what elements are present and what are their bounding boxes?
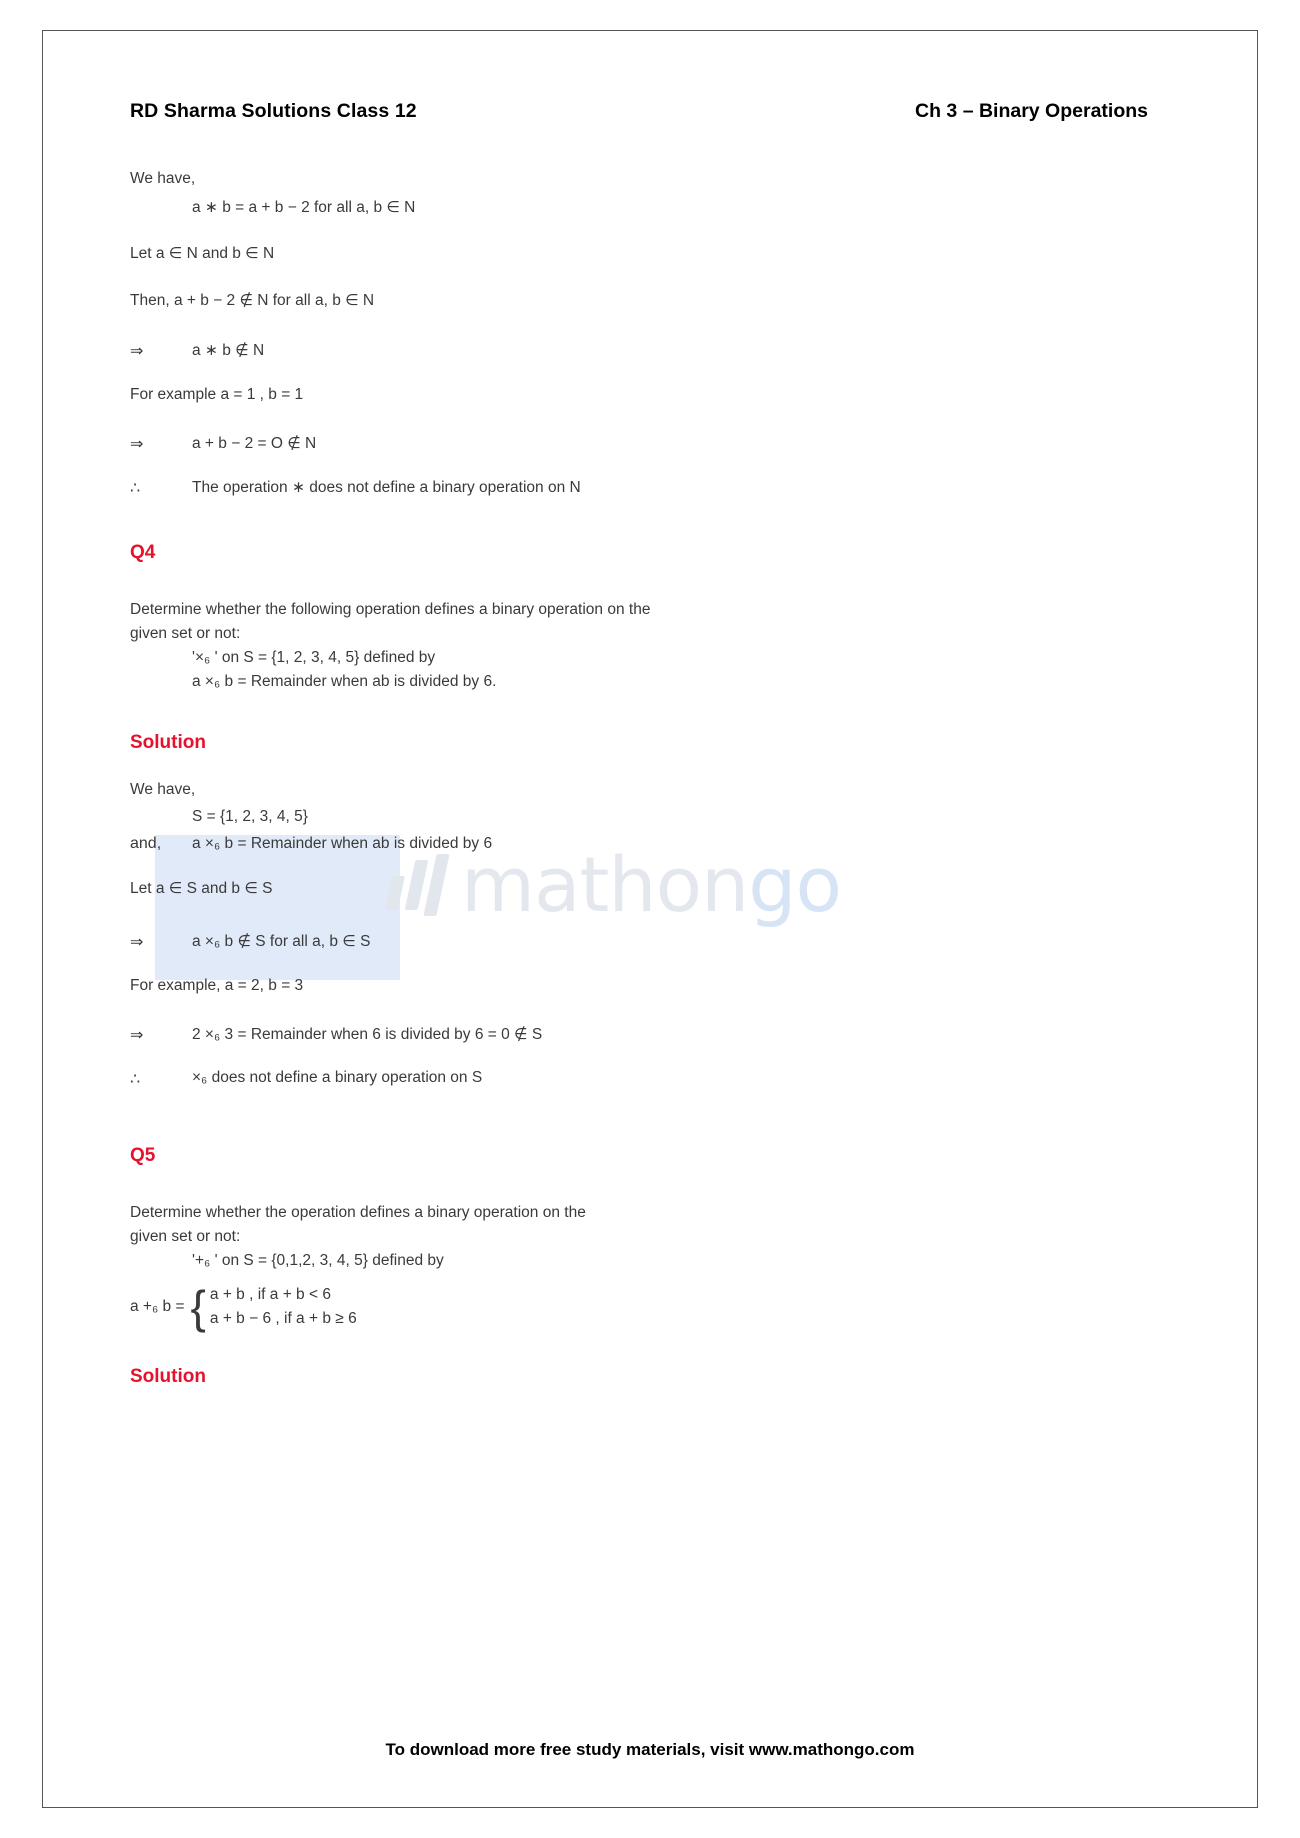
q4-sol-let: Let a ∈ S and b ∈ S bbox=[130, 879, 273, 897]
solution-line-def: a ∗ b = a + b − 2 for all a, b ∈ N bbox=[192, 199, 416, 217]
q5-line-2: given set or not: bbox=[130, 1228, 241, 1246]
q5-line-1: Determine whether the operation defines a binary operation on the bbox=[130, 1204, 586, 1222]
q4-line-1: Determine whether the following operation defines a binary operation on the bbox=[130, 600, 651, 618]
implies-icon: ⇒ bbox=[130, 934, 144, 952]
top-solution-block bbox=[130, 169, 1170, 498]
solution-line-conclusion: The operation ∗ does not define a binary operation on N bbox=[192, 478, 581, 496]
q4-sol-wehave: We have, bbox=[130, 780, 196, 798]
q5-case-1: a + b , if a + b < 6 bbox=[209, 1286, 331, 1304]
page-header bbox=[130, 100, 1170, 123]
solution-line-zero: a + b − 2 = O ∉ N bbox=[192, 434, 317, 452]
q4-line-4: a ×₆ b = Remainder when ab is divided by 6. bbox=[192, 672, 497, 690]
implies-icon: ⇒ bbox=[130, 1027, 144, 1045]
q4-sol-row-implies-2 bbox=[130, 1025, 1170, 1045]
left-brace-icon: { bbox=[190, 1280, 206, 1333]
q5-piecewise-lhs: a +₆ b = bbox=[130, 1297, 185, 1315]
question-label-q5: Q5 bbox=[130, 1145, 156, 1167]
implies-icon: ⇒ bbox=[130, 342, 144, 360]
therefore-icon: ∴ bbox=[130, 479, 141, 497]
q4-line-2: given set or not: bbox=[130, 624, 241, 642]
solution-label-q5: Solution bbox=[130, 1365, 206, 1387]
page-footer: To download more free study materials, visit www.mathongo.com bbox=[385, 1740, 915, 1759]
q4-line-3: '×₆ ' on S = {1, 2, 3, 4, 5} defined by bbox=[192, 648, 436, 666]
header-title-right: Ch 3 – Binary Operations bbox=[915, 100, 1148, 122]
q5-piecewise-cases bbox=[210, 1283, 357, 1330]
q5-line-3: '+₆ ' on S = {0,1,2, 3, 4, 5} defined by bbox=[192, 1252, 444, 1270]
q4-sol-remainder-calc: 2 ×₆ 3 = Remainder when 6 is divided by 6 = 0 ∉ S bbox=[192, 1026, 543, 1044]
solution-row-therefore bbox=[130, 478, 1170, 498]
therefore-icon: ∴ bbox=[130, 1071, 141, 1089]
solution-row-implies-1 bbox=[130, 341, 1170, 361]
solution-row-implies-2 bbox=[130, 434, 1170, 454]
solution-line-wehave: We have, bbox=[130, 170, 196, 187]
q4-sol-remainder-def: a ×₆ b = Remainder when ab is divided by 6 bbox=[192, 834, 493, 852]
q5-brace-group bbox=[190, 1280, 357, 1333]
implies-icon: ⇒ bbox=[130, 435, 144, 453]
solution-label-q4: Solution bbox=[130, 731, 206, 753]
question-label-q4: Q4 bbox=[130, 541, 156, 563]
q4-sol-and-label: and, bbox=[130, 834, 162, 852]
q4-sol-notin: a ×₆ b ∉ S for all a, b ∈ S bbox=[192, 933, 371, 951]
solution-line-let: Let a ∈ N and b ∈ N bbox=[130, 244, 275, 262]
q4-sol-set: S = {1, 2, 3, 4, 5} bbox=[192, 808, 308, 826]
q4-sol-row-implies-1 bbox=[130, 932, 1170, 952]
question-body-q4 bbox=[130, 598, 1170, 694]
q4-sol-row-therefore bbox=[130, 1069, 1170, 1089]
header-title-left: RD Sharma Solutions Class 12 bbox=[130, 100, 417, 122]
solution-body-q4 bbox=[130, 780, 1170, 1090]
q5-case-2: a + b − 6 , if a + b ≥ 6 bbox=[209, 1309, 357, 1327]
watermark-text-go: go bbox=[748, 840, 841, 929]
solution-line-then: Then, a + b − 2 ∉ N for all a, b ∈ N bbox=[130, 292, 375, 310]
watermark-text-main: mathon bbox=[461, 840, 749, 929]
q4-sol-conclusion: ×₆ does not define a binary operation on S bbox=[192, 1069, 483, 1087]
q4-sol-example: For example, a = 2, b = 3 bbox=[130, 977, 304, 995]
solution-line-example: For example a = 1 , b = 1 bbox=[130, 385, 304, 403]
q5-piecewise-definition bbox=[130, 1280, 1170, 1333]
solution-line-notin: a ∗ b ∉ N bbox=[192, 341, 265, 359]
question-body-q5 bbox=[130, 1201, 1170, 1333]
q4-sol-and-row bbox=[130, 835, 1170, 853]
